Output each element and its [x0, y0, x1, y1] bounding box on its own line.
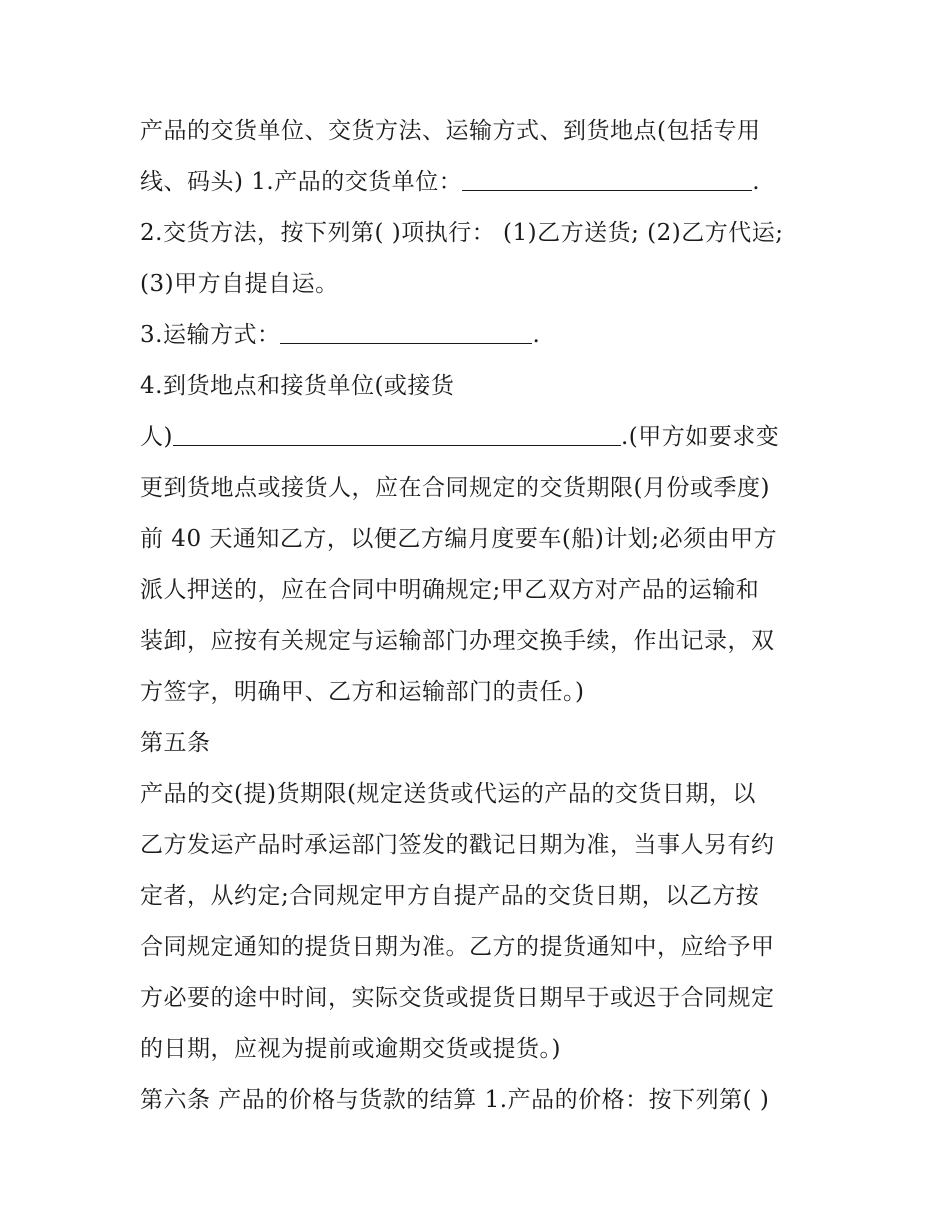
- text-line: [140, 106, 820, 157]
- article-6-heading: 第六条 产品的价格与货款的结算 1.产品的价格：按下列第( ): [140, 1087, 770, 1113]
- text-line: 前 40 天通知乙方，以便乙方编月度要车(船)计划;必须由甲方: [140, 526, 778, 552]
- text-line: 产品的交(提)货期限(规定送货或代运的产品的交货日期，以: [140, 781, 756, 807]
- article-5-heading: 第五条: [140, 730, 211, 756]
- text-line: 定者，从约定;合同规定甲方自提产品的交货日期，以乙方按: [140, 883, 760, 909]
- arrival-change-note: .(甲方如要求变: [620, 424, 780, 450]
- delivery-method-option-3: (3)甲方自提自运。: [140, 271, 339, 297]
- text-line: 装卸，应按有关规定与运输部门办理交换手续，作出记录，双: [140, 628, 775, 654]
- delivery-unit-label: 线、码头) 1.产品的交货单位：: [140, 169, 463, 195]
- text-line: 合同规定通知的提货日期为准。乙方的提货通知中，应给予甲: [140, 934, 775, 960]
- text-line: 方签字，明确甲、乙方和运输部门的责任。): [140, 679, 585, 705]
- period: .: [752, 169, 761, 195]
- arrival-place-label: 4.到货地点和接货单位(或接货: [140, 373, 455, 399]
- text-line: 更到货地点或接货人，应在合同规定的交货期限(月份或季度): [140, 475, 770, 501]
- text-line: 的日期，应视为提前或逾期交货或提货。): [140, 1036, 561, 1062]
- transport-mode-label: 3.运输方式：: [140, 322, 281, 348]
- text-line: [140, 157, 820, 208]
- delivery-method-options: 2.交货方法，按下列第( )项执行： (1)乙方送货; (2)乙方代运;: [140, 220, 784, 246]
- transport-mode-blank[interactable]: [280, 313, 532, 344]
- text-line: 乙方发运产品时承运部门签发的戳记日期为准，当事人另有约: [140, 832, 775, 858]
- period: .: [532, 322, 541, 348]
- text-line: [140, 361, 820, 412]
- delivery-unit-blank[interactable]: [462, 160, 752, 191]
- text-line: [140, 310, 820, 361]
- text-line: 方必要的途中时间，实际交货或提货日期早于或迟于合同规定: [140, 985, 775, 1011]
- text-line: 派人押送的，应在合同中明确规定;甲乙双方对产品的运输和: [140, 577, 760, 603]
- document-page: [140, 106, 820, 1126]
- arrival-place-blank[interactable]: [173, 415, 621, 446]
- text-line: [140, 412, 820, 463]
- text-line: [140, 208, 820, 259]
- arrival-place-label-end: 人): [140, 424, 173, 450]
- clause-delivery-intro: 产品的交货单位、交货方法、运输方式、到货地点(包括专用: [140, 118, 761, 144]
- text-line: [140, 259, 820, 310]
